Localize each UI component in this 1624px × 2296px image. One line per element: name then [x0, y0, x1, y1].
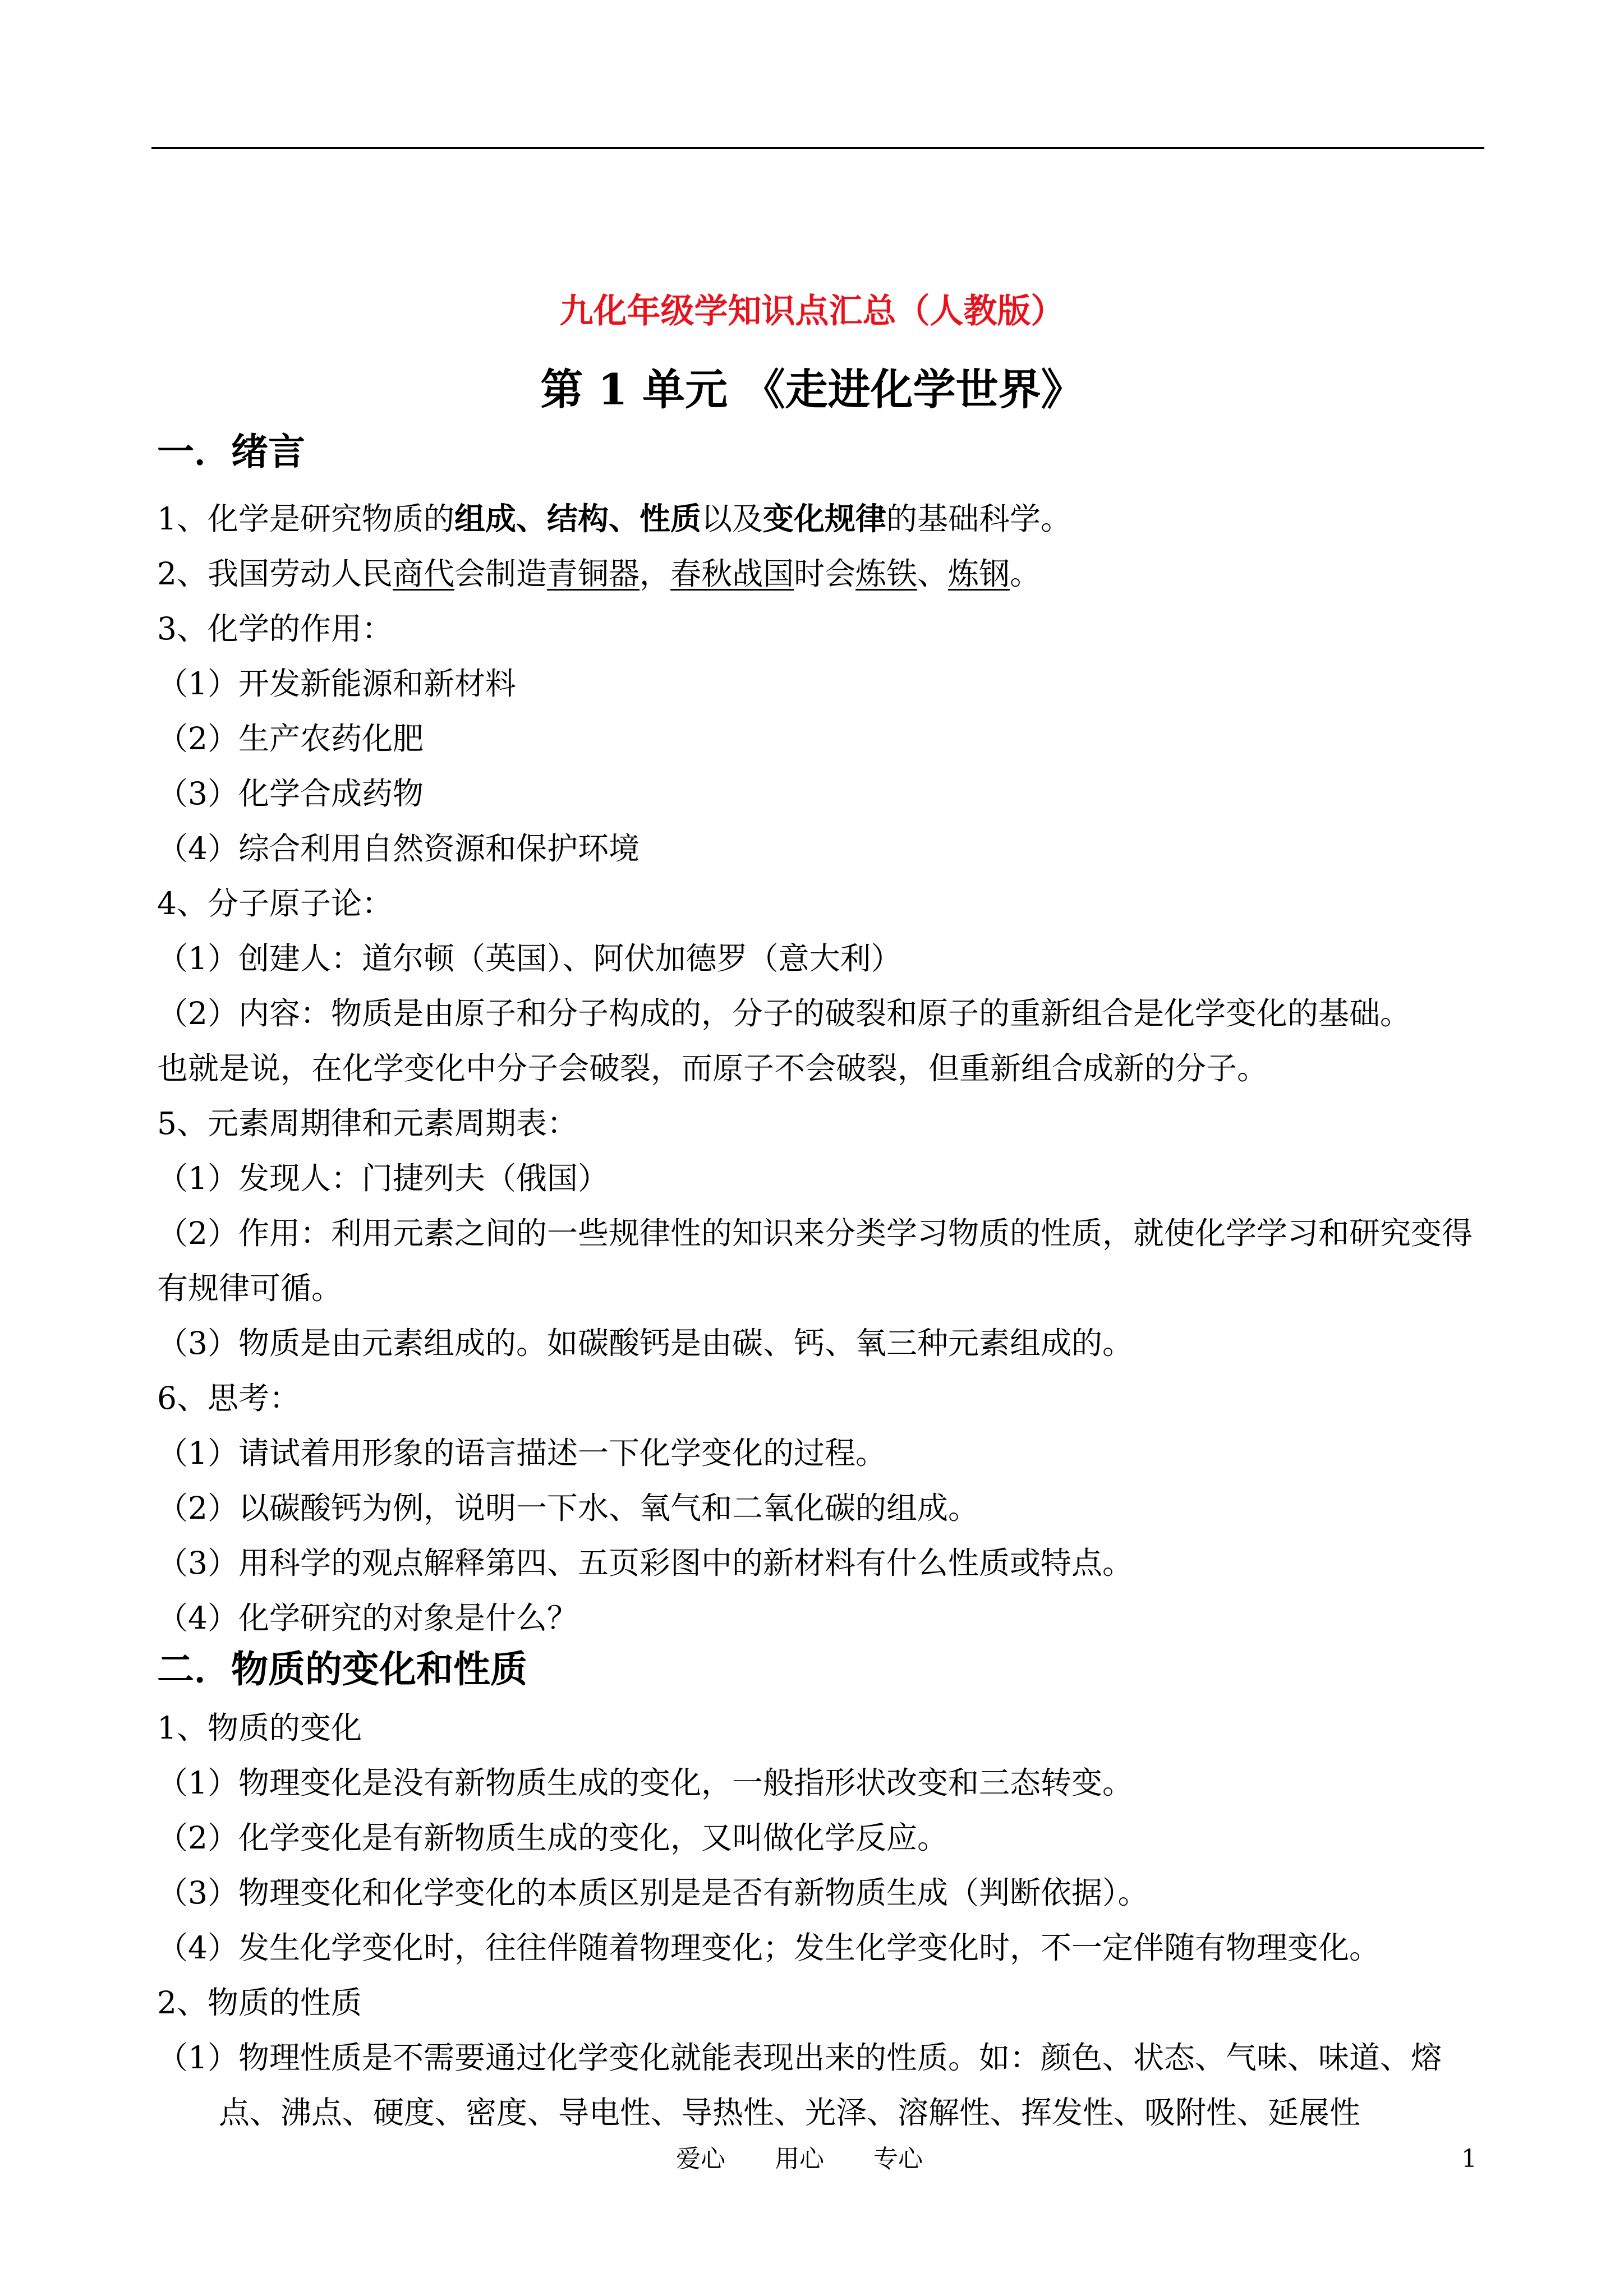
underlined-text: 商代 [393, 556, 455, 592]
text-run: 、 [917, 556, 949, 592]
underlined-text: 炼钢 [948, 556, 1010, 592]
list-item: （4）综合利用自然资源和保护环境 [157, 831, 640, 866]
text-run: 时会 [794, 556, 856, 592]
text-run: 1、化学是研究物质的 [157, 501, 454, 537]
list-item: （1）物理变化是没有新物质生成的变化，一般指形状改变和三态转变。 [157, 1765, 1133, 1801]
list-item: （1）发现人：门捷列夫（俄国） [157, 1160, 609, 1196]
underlined-text: 春秋战国 [670, 556, 794, 592]
paragraph: 2、物质的性质 [157, 1985, 362, 2021]
underlined-text: 炼铁 [855, 556, 918, 592]
list-item: （1）请试着用形象的语言描述一下化学变化的过程。 [157, 1435, 886, 1471]
underlined-text: 青铜器 [547, 556, 640, 592]
list-item: （1）物理性质是不需要通过化学变化就能表现出来的性质。如：颜色、状态、气味、味道、熔点、沸点、硬度、密度、导电性、导热性、光泽、溶解性、挥发性、吸附性、延展性 [157, 2040, 1442, 2131]
paragraph: 1、物质的变化 [157, 1710, 362, 1746]
list-item: （2）内容：物质是由原子和分子构成的，分子的破裂和原子的重新组合是化学变化的基础。 [157, 995, 1411, 1031]
text-run: 。 [1010, 556, 1041, 592]
list-item: （4）发生化学变化时，往往伴随着物理变化；发生化学变化时，不一定伴随有物理变化。 [157, 1930, 1380, 1966]
text-run: ， [640, 556, 671, 592]
footer-motto: 爱心 用心 专心 [676, 2145, 923, 2173]
list-item: （3）物质是由元素组成的。如碳酸钙是由碳、钙、氧三种元素组成的。 [157, 1325, 1133, 1361]
paragraph: 4、分子原子论： [157, 886, 393, 921]
section-heading-intro: 一．绪言 [157, 430, 305, 473]
unit-title: 第 1 单元 《走进化学世界》 [540, 365, 1084, 414]
list-item: （1）创建人：道尔顿（英国）、阿伏加德罗（意大利） [157, 940, 902, 976]
text-run: 2、我国劳动人民 [157, 556, 393, 592]
list-item: （3）化学合成药物 [157, 776, 424, 812]
list-item: （2）作用：利用元素之间的一些规律性的知识来分类学习物质的性质，就使化学学习和研究变得有规律可循。 [157, 1215, 1473, 1306]
paragraph [157, 546, 1487, 601]
list-item: 也就是说，在化学变化中分子会破裂，而原子不会破裂，但重新组合成新的分子。 [157, 1050, 1268, 1086]
paragraph: 6、思考： [157, 1380, 300, 1416]
header-rule [151, 147, 1484, 149]
list-item: （2）生产农药化肥 [157, 721, 424, 757]
list-item: （1）开发新能源和新材料 [157, 666, 516, 702]
text-run: 的基础科学。 [886, 501, 1072, 537]
list-item: （2）化学变化是有新物质生成的变化，又叫做化学反应。 [157, 1820, 948, 1856]
bold-text: 组成、结构、性质 [454, 500, 702, 537]
paragraph: 5、元素周期律和元素周期表： [157, 1105, 578, 1141]
list-item: （3）用科学的观点解释第四、五页彩图中的新材料有什么性质或特点。 [157, 1545, 1133, 1581]
bold-text: 变化规律 [763, 500, 887, 537]
section-heading-changes: 二．物质的变化和性质 [157, 1647, 527, 1691]
text-run: 以及 [701, 501, 763, 537]
page-number: 1 [1461, 2145, 1477, 2173]
text-run: 会制造 [454, 556, 548, 592]
paragraph: 3、化学的作用： [157, 611, 393, 647]
list-item: （3）物理变化和化学变化的本质区别是是否有新物质生成（判断依据）。 [157, 1875, 1149, 1911]
list-item: （2）以碳酸钙为例，说明一下水、氧气和二氧化碳的组成。 [157, 1490, 979, 1526]
paragraph [157, 491, 1487, 546]
list-item: （4）化学研究的对象是什么？ [157, 1600, 578, 1636]
document-title: 九化年级学知识点汇总（人教版） [559, 292, 1065, 331]
